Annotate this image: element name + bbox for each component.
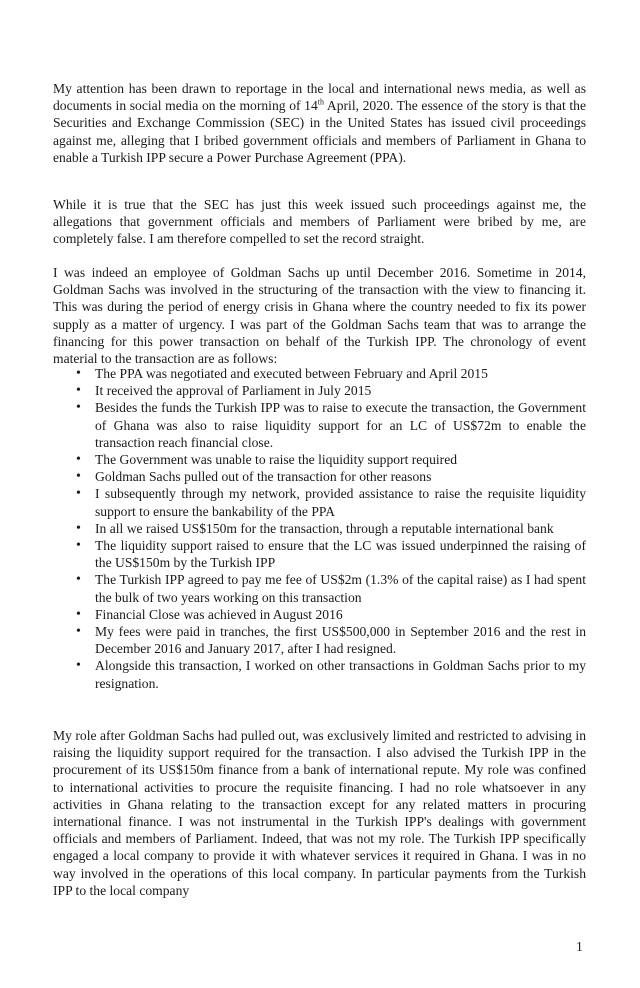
bullet-item: • Besides the funds the Turkish IPP was to raise to execute the transaction, the Government of Ghana was also to raise liquidity support for an LC of US$72m to enable the transaction reach financial close. xyxy=(53,399,586,451)
bullet-item: • My fees were paid in tranches, the first US$500,000 in September 2016 and the rest in December 2016 and January 2017, after I had resigned. xyxy=(53,623,586,657)
ordinal-suffix: th xyxy=(317,97,324,107)
bullet-item: • The PPA was negotiated and executed between February and April 2015 xyxy=(53,365,586,382)
paragraph-1 xyxy=(53,80,586,166)
bullet-item: • It received the approval of Parliament in July 2015 xyxy=(53,382,586,399)
chronology-bullet-list xyxy=(53,365,586,692)
bullet-item: • The Turkish IPP agreed to pay me fee of US$2m (1.3% of the capital raise) as I had spent the bulk of two years working on this transaction xyxy=(53,571,586,605)
paragraph-3: I was indeed an employee of Goldman Sachs up until December 2016. Sometime in 2014, Goldman Sachs was involved in the structuring of the transaction with the view to financing it. This was during the period of energy crisis in Ghana where the country needed to fix its power supply as a matter of urgency. I was part of the Goldman Sachs team that was to arrange the financing for this power transaction on behalf of the Turkish IPP. The chronology of event material to the transaction are as follows: xyxy=(53,265,586,367)
paragraph-1-text-end: April, 2020. The essence of the story is that the Securities and Exchange Commission (SEC) in the United States has issued civil proceedings against me, alleging that I bribed government officials and members of Parliament in Ghana to enable a Turkish IPP secure a Power Purchase Agreement (PPA). xyxy=(53,98,586,165)
paragraph-4: My role after Goldman Sachs had pulled out, was exclusively limited and restricted to advising in raising the liquidity support required for the transaction. I also advised the Turkish IPP in the procurement of its US$150m finance from a bank of international repute. My role was confined to international activities to procure the requisite financing. I had no role whatsoever in any activities in Ghana relating to the transaction except for any related matters in procuring international finance. I was not instrumental in the Turkish IPP's dealings with government officials and members of Parliament. Indeed, that was not my role. The Turkish IPP specifically engaged a local company to provide it with whatever services it required in Ghana. I was in no way involved in the operations of this local company. In particular payments from the Turkish IPP to the local company xyxy=(53,728,586,898)
bullet-item: • Alongside this transaction, I worked on other transactions in Goldman Sachs prior to my resignation. xyxy=(53,657,586,691)
bullet-item: • The liquidity support raised to ensure that the LC was issued underpinned the raising of the US$150m by the Turkish IPP xyxy=(53,537,586,571)
paragraph-1-text-start: My attention has been drawn to reportage in the local and international news media, as well as documents in social media on the morning of 14 xyxy=(53,81,586,114)
page-number: 1 xyxy=(576,939,583,954)
bullet-item: • Goldman Sachs pulled out of the transaction for other reasons xyxy=(53,468,586,485)
bullet-item: • I subsequently through my network, provided assistance to raise the requisite liquidity support to ensure the bankability of the PPA xyxy=(53,485,586,519)
bullet-item: • In all we raised US$150m for the transaction, through a reputable international bank xyxy=(53,520,586,537)
paragraph-2: While it is true that the SEC has just this week issued such proceedings against me, the allegations that government officials and members of Parliament were bribed by me, are completely false. I am therefore compelled to set the record straight. xyxy=(53,197,586,247)
bullet-item: • Financial Close was achieved in August 2016 xyxy=(53,606,586,623)
bullet-item: • The Government was unable to raise the liquidity support required xyxy=(53,451,586,468)
